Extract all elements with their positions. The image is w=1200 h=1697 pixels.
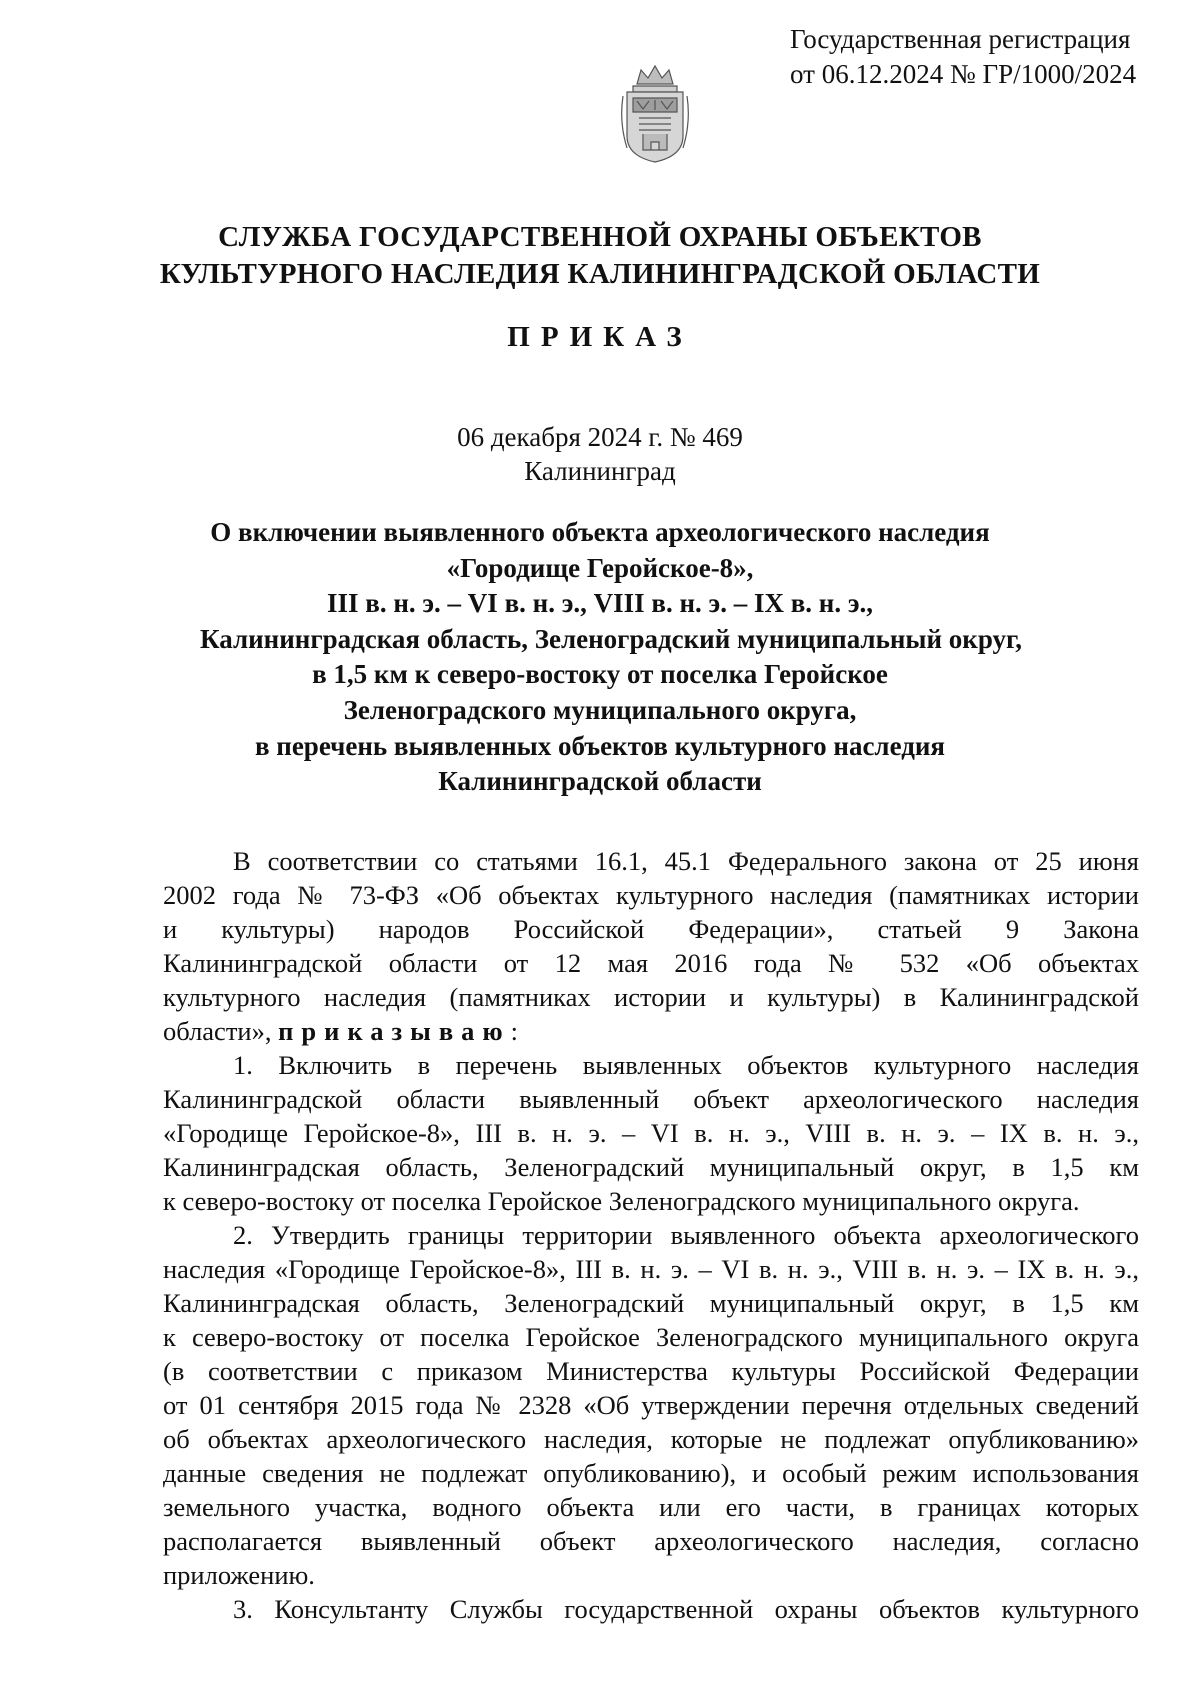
subject-line: «Городище Геройское-8», <box>446 552 754 583</box>
text-line: приложению. <box>163 1560 315 1590</box>
subject-line: Калининградская область, Зеленоградский муниципальный округ, <box>200 623 1022 654</box>
item-3-paragraph <box>163 1592 1139 1626</box>
intro-paragraph <box>163 844 1139 1048</box>
subject-line: Зеленоградского муниципального округа, <box>343 694 857 725</box>
subject-line: Калининградской области <box>438 766 762 797</box>
registration-line-1: Государственная регистрация <box>790 24 1131 54</box>
subject-line: в перечень выявленных объектов культурного наследия <box>254 730 946 761</box>
coat-of-arms-icon <box>615 62 695 166</box>
text-line: 2. Утвердить границы территории выявленного объекта археологического <box>233 1220 1139 1250</box>
text-line: Калининградская область, Зеленоградский муниципальный округ, в 1,5 км <box>163 1288 1139 1318</box>
text-line: данные сведения не подлежат опубликованию), и особый режим использования <box>163 1458 1139 1488</box>
text-line: располагается выявленный объект археологического наследия, согласно <box>163 1526 1139 1556</box>
text-line: к северо-востоку от поселка Геройское Зеленоградского муниципального округа <box>163 1322 1139 1352</box>
item-1-paragraph <box>163 1048 1139 1218</box>
intro-end: области», <box>163 1016 279 1046</box>
text-line: «Городище Геройское-8», III в. н. э. – VI в. н. э., VIII в. н. э. – IX в. н. э., <box>163 1118 1139 1148</box>
text-line: об объектах археологического наследия, которые не подлежат опубликованию» <box>163 1424 1139 1454</box>
text-line: 3. Консультанту Службы государственной охраны объектов культурного <box>233 1594 1139 1624</box>
text-line: 2002 года № 73-ФЗ «Об объектах культурного наследия (памятниках истории <box>163 880 1139 910</box>
text-line: Калининградская область, Зеленоградский муниципальный округ, в 1,5 км <box>163 1152 1139 1182</box>
order-word: приказываю <box>278 1016 511 1046</box>
order-body <box>163 844 1139 1626</box>
subject-line: III в. н. э. – VI в. н. э., VIII в. н. э. – IX в. н. э., <box>326 588 874 619</box>
registration-stamp <box>790 22 1170 92</box>
item-2-paragraph <box>163 1218 1139 1592</box>
agency-name <box>150 219 1050 293</box>
agency-name-line-1: СЛУЖБА ГОСУДАРСТВЕННОЙ ОХРАНЫ ОБЪЕКТОВ <box>218 221 982 253</box>
intro-colon: : <box>510 1016 519 1046</box>
text-line <box>163 1014 1139 1048</box>
text-line: 1. Включить в перечень выявленных объектов культурного наследия <box>233 1050 1139 1080</box>
registration-line-2: от 06.12.2024 № ГР/1000/2024 <box>790 59 1137 89</box>
text-line: Калининградской области выявленный объект археологического наследия <box>163 1084 1139 1114</box>
text-line: к северо-востоку от поселка Геройское Зеленоградского муниципального округа. <box>163 1186 1080 1216</box>
text-line: В соответствии со статьями 16.1, 45.1 Федерального закона от 25 июня <box>233 846 1139 876</box>
agency-name-line-2: КУЛЬТУРНОГО НАСЛЕДИЯ КАЛИНИНГРАДСКОЙ ОБЛАСТИ <box>159 258 1041 290</box>
order-city: Калининград <box>524 456 676 486</box>
subject-line: в 1,5 км к северо-востоку от поселка Геройское <box>312 659 888 690</box>
text-line: и культуры) народов Российской Федерации», статьей 9 Закона <box>163 914 1139 944</box>
text-line: (в соответствии с приказом Министерства культуры Российской Федерации <box>163 1356 1139 1386</box>
text-line: наследия «Городище Геройское-8», III в. н. э. – VI в. н. э., VIII в. н. э. – IX в. н. э., <box>163 1254 1139 1284</box>
document-type-title: ПРИКАЗ <box>507 321 693 353</box>
text-line: от 01 сентября 2015 года № 2328 «Об утверждении перечня отдельных сведений <box>163 1390 1139 1420</box>
text-line: земельного участка, водного объекта или его части, в границах которых <box>163 1492 1139 1522</box>
order-subject <box>200 515 1022 800</box>
text-line: культурного наследия (памятниках истории и культуры) в Калининградской <box>163 982 1139 1012</box>
order-date-number: 06 декабря 2024 г. № 469 <box>457 422 743 452</box>
text-line: Калининградской области от 12 мая 2016 года № 532 «Об объектах <box>163 948 1139 978</box>
subject-line: О включении выявленного объекта археологического наследия <box>210 517 990 547</box>
coat-of-arms-graphic <box>615 62 695 166</box>
